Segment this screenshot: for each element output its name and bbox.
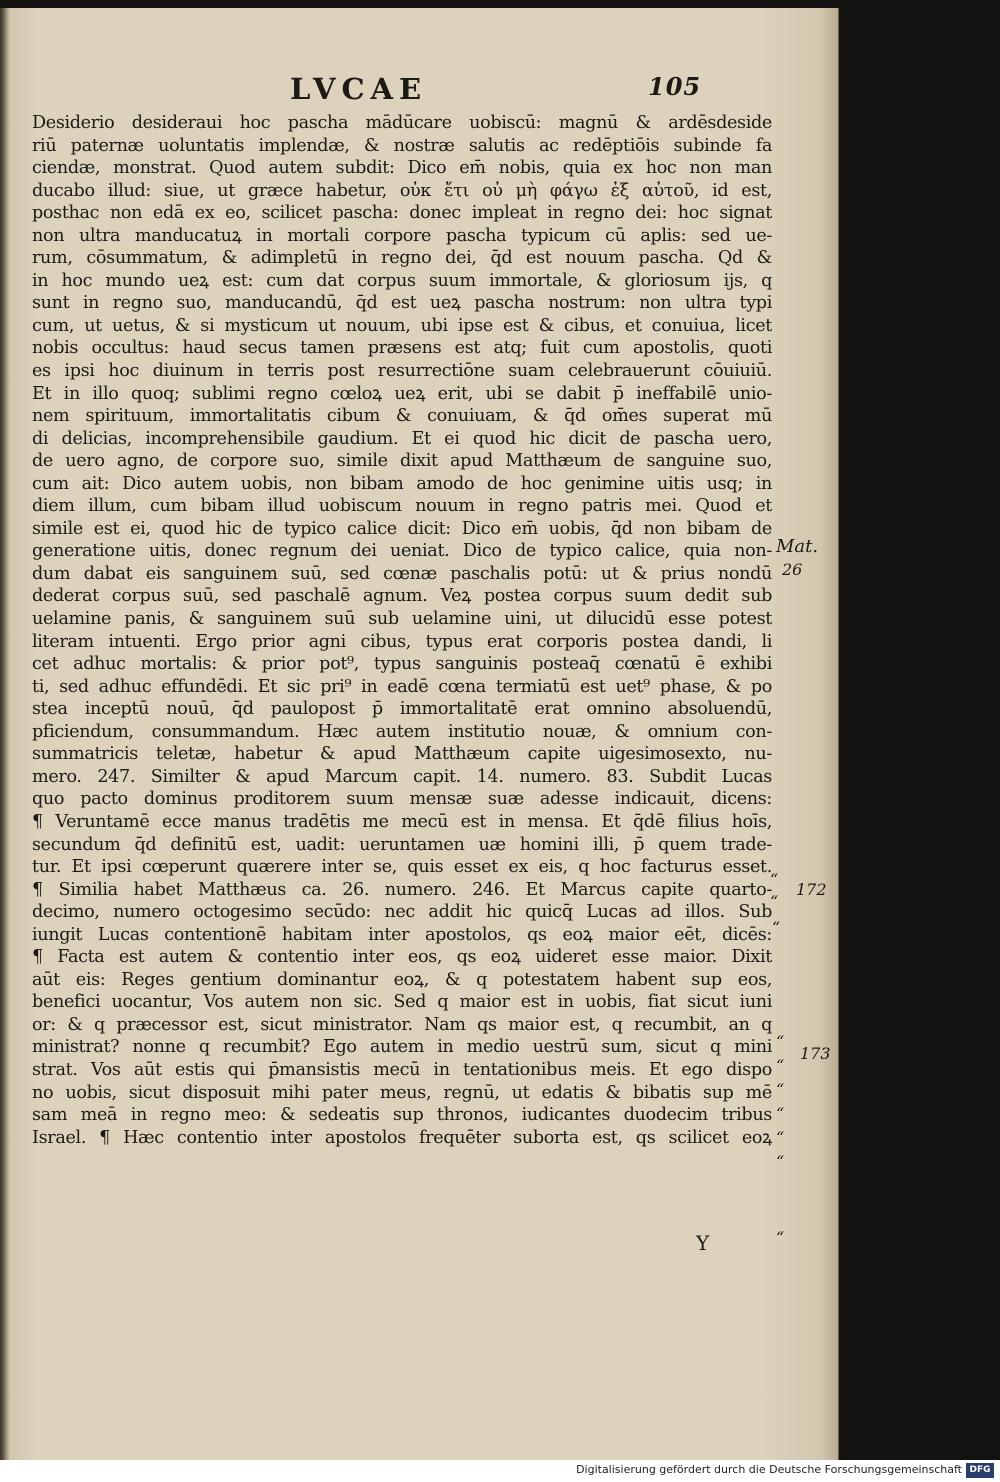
text-line: or: & q præcessor est, sicut ministrator. Nam qs maior est, q recumbit, an q [32, 1014, 772, 1035]
digitization-footer [0, 1460, 1000, 1482]
margin-quote-mark: “ [776, 1080, 785, 1099]
margin-note-mat: Mat. [776, 536, 819, 557]
margin-quote-mark: “ [770, 892, 779, 911]
text-line: ducabo illud: siue, ut græce habetur, οὐκ ἔτι οὐ μὴ φάγω ἐξ αὐτοῦ, id est, [32, 180, 772, 201]
margin-note-172: 172 [796, 880, 827, 899]
text-line: Desiderio desideraui hoc pascha mādūcare uobiscū: magnū & ardēsdeside [32, 113, 772, 133]
text-line: decimo, numero octogesimo secūdo: nec addit hic quicq̄ Lucas ad illos. Sub [32, 902, 772, 923]
text-line: ¶ Veruntamē ecce manus tradētis me mecū est in mensa. Et q̄dē filius hoīs, [32, 811, 772, 832]
text-line: diem illum, cum bibam illud uobiscum nouum in regno patris mei. Quod et [32, 496, 772, 517]
margin-quote-mark: “ [770, 870, 779, 889]
text-line: ¶ Similia habet Matthæus ca. 26. numero. 246. Et Marcus capite quarto- [32, 879, 772, 900]
text-line: cum, ut uetus, & si mysticum ut nouum, ubi ipse est & cibus, et conuiua, licet [32, 315, 772, 336]
margin-quote-mark: “ [776, 1104, 785, 1123]
margin-quote-mark: “ [776, 1128, 785, 1147]
text-line: uelamine panis, & sanguinem suū sub uelamine uini, ut dilucidū esse potest [32, 609, 772, 630]
text-line: dum dabat eis sanguinem suū, sed cœnæ paschalis potū: ut & prius nondū [32, 563, 772, 584]
book-page [0, 8, 839, 1460]
text-line: secundum q̄d definitū est, uadit: ueruntamen uæ homini illi, p̄ quem trade- [32, 834, 772, 855]
text-line: Et in illo quoq; sublimi regno cœloꝝ ueꝝ erit, ubi se dabit p̄ ineffabilē unio- [32, 383, 772, 404]
margin-quote-mark: “ [776, 1032, 785, 1051]
text-line: stea inceptū nouū, q̄d paulopost p̄ immortalitatē erat omnino absoluendū, [32, 699, 772, 720]
text-line: quo pacto dominus proditorem suum mensæ suæ adesse indicauit, dicens: [32, 789, 772, 810]
text-line: tur. Et ipsi cœperunt quærere inter se, quis esset ex eis, q hoc facturus esset. [32, 857, 772, 878]
text-line: sam meā in regno meo: & sedeatis sup thronos, iudicantes duodecim tribus [32, 1105, 772, 1126]
text-line: strat. Vos aūt estis qui p̄mansistis mecū in tentationibus meis. Et ego dispo [32, 1059, 772, 1080]
text-line: cet adhuc mortalis: & prior pot⁹, typus sanguinis posteaq̄ cœnatū ē exhibi [32, 654, 772, 675]
margin-note-173: 173 [800, 1044, 831, 1063]
text-line: simile est ei, quod hic de typico calice dicit: Dico em̄ uobis, q̄d non bibam de [32, 518, 772, 539]
text-line: cum ait: Dico autem uobis, non bibam amodo de hoc genimine uitis usq; in [32, 473, 772, 494]
body-text-block [32, 112, 772, 1149]
text-line: rum, cōsummatum, & adimpletū in regno dei, q̄d est nouum pascha. Qd & [32, 248, 772, 269]
text-line: Israel. ¶ Hæc contentio inter apostolos frequēter suborta est, qs scilicet eoꝝ [32, 1127, 772, 1148]
text-line: de uero agno, de corpore suo, simile dixit apud Matthæum de sanguine suo, [32, 451, 772, 472]
text-line: literam intuenti. Ergo prior agni cibus, typus erat corporis postea dandi, li [32, 631, 772, 652]
text-line: pficiendum, consummandum. Hæc autem institutio nouæ, & omnium con- [32, 721, 772, 742]
text-line: ti, sed adhuc effundēdi. Et sic pri⁹ in eadē cœna termiatū est uet⁹ phase, & po [32, 676, 772, 697]
text-line: mero. 247. Similter & apud Marcum capit. 14. numero. 83. Subdit Lucas [32, 766, 772, 787]
text-line: ciendæ, monstrat. Quod autem subdit: Dico em̄ nobis, quia ex hoc non man [32, 158, 772, 179]
text-line: di delicias, incomprehensibile gaudium. Et ei quod hic dicit de pascha uero, [32, 428, 772, 449]
text-line: riū paternæ uoluntatis implendæ, & nostræ salutis ac redēptiōis subinde fa [32, 135, 772, 156]
funding-credit: Digitalisierung gefördert durch die Deutsche Forschungsgemeinschaft [576, 1463, 962, 1476]
margin-note-mat-number: 26 [782, 560, 803, 579]
running-head-title: LVCAE [290, 72, 428, 106]
text-line: sunt in regno suo, manducandū, q̄d est ueꝝ pascha nostrum: non ultra typi [32, 293, 772, 314]
text-line: nem spirituum, immortalitatis cibum & conuiuam, & q̄d om̄es superat mū [32, 406, 772, 427]
dfg-logo-icon: DFG [966, 1463, 994, 1478]
text-line: es ipsi hoc diuinum in terris post resurrectiōne suam celebrauerunt cōuiuiū. [32, 361, 772, 382]
text-line: ¶ Facta est autem & contentio inter eos, qs eoꝝ uideret esse maior. Dixit [32, 947, 772, 968]
text-line: dederat corpus suū, sed paschalē agnum. Veꝝ postea corpus suum dedit sub [32, 586, 772, 607]
text-line: ministrat? nonne q recumbit? Ego autem in medio uestrū sum, sicut q mini [32, 1037, 772, 1058]
text-line: posthac non edā ex eo, scilicet pascha: donec impleat in regno dei: hoc signat [32, 203, 772, 224]
text-line: non ultra manducatuꝝ in mortali corpore pascha typicum cū apl̄is: sed ue- [32, 225, 772, 246]
text-line: summatricis teletæ, habetur & apud Matthæum capite uigesimosexto, nu- [32, 744, 772, 765]
text-line: in hoc mundo ueꝝ est: cum dat corpus suum immortale, & gloriosum ijs, q [32, 270, 772, 291]
page-gutter-shadow [0, 8, 10, 1460]
text-line: nobis occultus: haud secus tamen præsens est atq; fuit cum apostolis, quoti [32, 338, 772, 359]
text-line: iungit Lucas contentionē habitam inter apostolos, qs eoꝝ maior eēt, dicēs: [32, 924, 772, 945]
catchword: Y [696, 1231, 710, 1255]
margin-quote-mark: “ [776, 1056, 785, 1075]
text-line: benefici uocantur, Vos autem non sic. Sed q maior est in uobis, fiat sicut iuni [32, 992, 772, 1013]
text-line: no uobis, sicut disposuit mihi pater meus, regnū, ut edatis & bibatis sup mē [32, 1082, 772, 1103]
text-line: generatione uitis, donec regnum dei ueniat. Dico de typico calice, quia non- [32, 541, 772, 562]
margin-quote-mark: “ [776, 1152, 785, 1171]
text-line: aūt eis: Reges gentium dominantur eoꝝ, & q potestatem habent sup eos, [32, 969, 772, 990]
folio-number: 105 [648, 72, 702, 101]
margin-quote-mark: “ [776, 1228, 785, 1247]
margin-quote-mark: “ [772, 918, 781, 937]
